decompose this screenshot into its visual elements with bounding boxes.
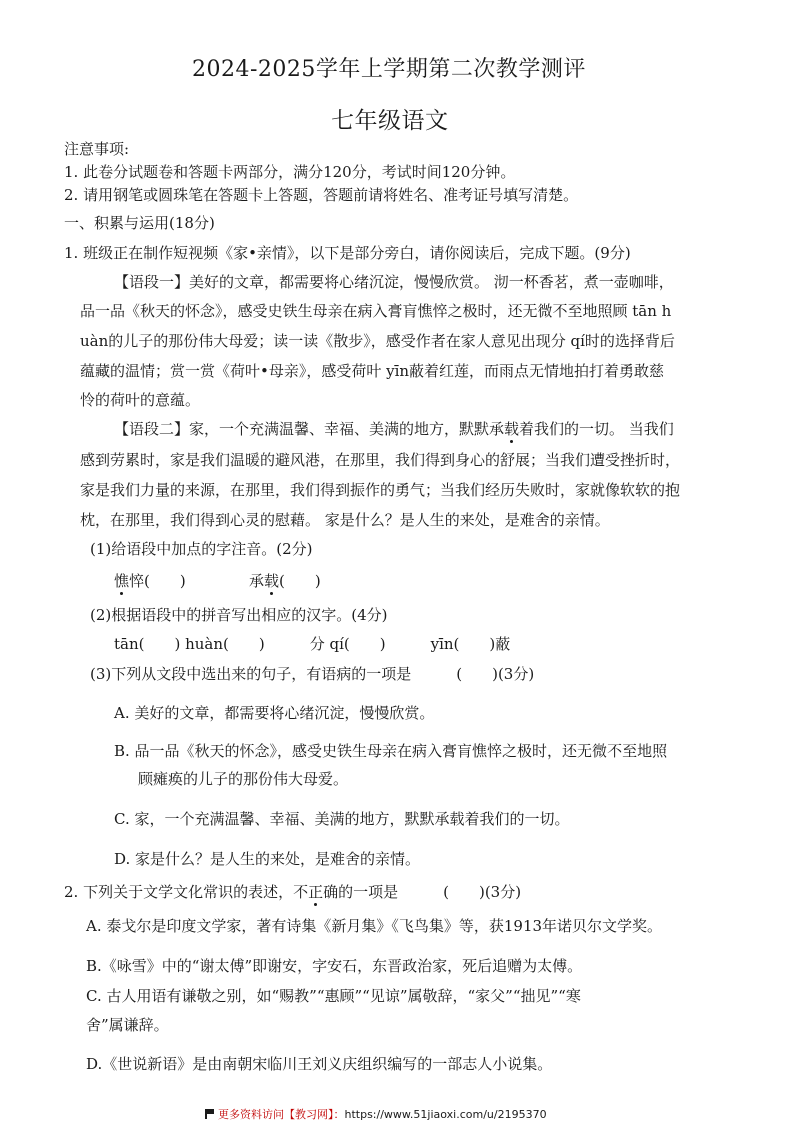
q2-option-b: B.《咏雪》中的“谢太傅”即谢安，字安石，东晋政治家，死后追赠为太傅。 (86, 957, 583, 975)
flag-icon (205, 1109, 214, 1119)
notice-item-2: 2. 请用钢笔或圆珠笔在答题卡上答题，答题前请将姓名、准考证号填写清楚。 (64, 186, 579, 204)
footer-prefix: 更多资料访问【教习网】： (218, 1108, 345, 1121)
q2-option-a: A. 泰戈尔是印度文学家，著有诗集《新月集》《飞鸟集》等，获1913年诺贝尔文学奖。 (86, 917, 663, 935)
passage-2-line: 感到劳累时，家是我们温暖的避风港，在那里，我们得到身心的舒展；当我们遭受挫折时， (80, 451, 681, 469)
notice-item-1: 1. 此卷分试题卷和答题卡两部分，满分120分，考试时间120分钟。 (64, 163, 516, 181)
exam-title: 2024-2025学年上学期第二次教学测评 (192, 57, 586, 82)
dotted-character: 憔 (114, 572, 130, 590)
notice-heading: 注意事项: (64, 140, 130, 158)
question-2-stem: 2. 下列关于文学文化常识的表述，不正确的一项是 ( )(3分) (64, 883, 522, 901)
dotted-character: 载 (504, 420, 520, 438)
subquestion-3-label: (3)下列从文段中选出来的句子，有语病的一项是 ( )(3分) (90, 665, 535, 683)
subquestion-2-label: (2)根据语段中的拼音写出相应的汉字。(4分) (90, 606, 388, 624)
passage-1-line: 蕴藏的温情；赏一赏《荷叶•母亲》，感受荷叶 yīn蔽着红莲，而雨点无情地拍打着勇敢慈 (80, 362, 665, 380)
option-c: C. 家，一个充满温馨、幸福、美满的地方，默默承载着我们的一切。 (114, 810, 570, 828)
dotted-character: 载 (264, 572, 280, 590)
option-b: B. 品一品《秋天的怀念》，感受史铁生母亲在病入膏肓憔悴之极时，还无微不至地照 (114, 742, 668, 760)
q2-option-c: C. 古人用语有谦敬之别，如“赐教”“惠顾”“见谅”属敬辞，“家父”“拙见”“寒 (86, 987, 581, 1005)
passage-1-line: 【语段一】美好的文章，都需要将心绪沉淀，慢慢欣赏。 沏一杯香茗，煮一壶咖啡， (114, 273, 674, 291)
subquestion-1-label: (1)给语段中加点的字注音。(2分) (90, 540, 313, 558)
footer (205, 1106, 547, 1122)
option-d: D. 家是什么？是人生的来处，是难舍的亲情。 (114, 850, 421, 868)
pinyin-item-2: 承载( ) (249, 572, 321, 590)
q2-option-c-continued: 舍”属谦辞。 (86, 1016, 169, 1034)
passage-2-line: 【语段二】家，一个充满温馨、幸福、美满的地方，默默承载着我们的一切。 当我们 (114, 420, 674, 438)
hanzi-fill-line: tān( ) huàn( ) 分 qí( ) yīn( )蔽 (114, 635, 511, 653)
option-b-continued: 顾瘫痪的儿子的那份伟大母爱。 (138, 770, 349, 788)
option-a: A. 美好的文章，都需要将心绪沉淀，慢慢欣赏。 (114, 704, 435, 722)
pinyin-item-1: 憔悴( ) (114, 572, 186, 590)
passage-2-line: 家是我们力量的来源，在那里，我们得到振作的勇气；当我们经历失败时，家就像软软的抱 (80, 481, 681, 499)
passage-1-line: uàn的儿子的那份伟大母爱；读一读《散步》，感受作者在家人意见出现分 qí时的选择背后 (80, 332, 675, 350)
exam-subtitle: 七年级语文 (331, 108, 449, 134)
q2-option-d: D.《世说新语》是由南朝宋临川王刘义庆组织编写的一部志人小说集。 (86, 1055, 553, 1073)
dotted-phrase: 不正确 (293, 883, 339, 901)
section-heading: 一、积累与运用(18分) (64, 214, 215, 232)
question-1-stem: 1. 班级正在制作短视频《家•亲情》，以下是部分旁白，请你阅读后，完成下题。(9分) (64, 244, 631, 262)
passage-1-line: 品一品《秋天的怀念》，感受史铁生母亲在病入膏肓憔悴之极时，还无微不至地照顾 tān h (80, 302, 672, 320)
passage-2-line: 枕，在那里，我们得到心灵的慰藉。 家是什么？是人生的来处，是难舍的亲情。 (80, 511, 610, 529)
passage-1-line: 怜的荷叶的意蕴。 (80, 391, 201, 409)
footer-link[interactable]: https://www.51jiaoxi.com/u/2195370 (344, 1108, 547, 1121)
